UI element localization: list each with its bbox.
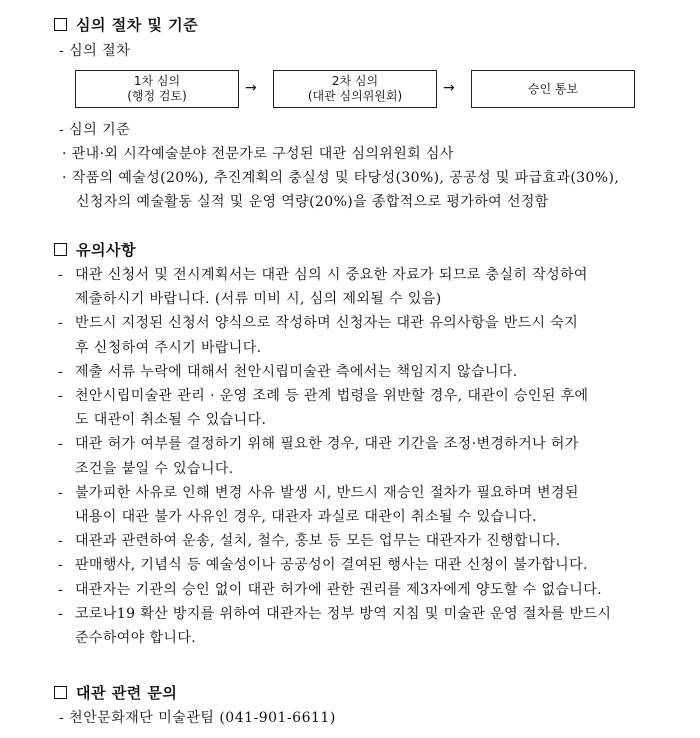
criteria-item: · 관내·외 시각예술분야 전문가로 구성된 대관 심의위원회 심사 bbox=[62, 146, 454, 162]
flow-step-1-line1: 1차 심의 bbox=[133, 74, 181, 88]
flow-step-1-line2: (행정 검토) bbox=[127, 89, 187, 103]
section-title-inquiry: 대관 관련 문의 bbox=[54, 682, 177, 703]
checkbox-square-icon bbox=[54, 18, 67, 31]
list-item: - 대관 신청서 및 전시계획서는 대관 심의 시 중요한 자료가 되므로 충실히 작성하여 제출하시기 바랍니다. (서류 미비 시, 심의 제외될 수 있음) bbox=[58, 267, 588, 308]
list-item: - 대관과 관련하여 운송, 설치, 철수, 홍보 등 모든 업무는 대관자가 진행합니다. bbox=[58, 533, 561, 550]
list-item: - 천안시립미술관 관리 · 운영 조례 등 관계 법령을 위반할 경우, 대관이 승인된 후에 도 대관이 취소될 수 있습니다. bbox=[58, 388, 589, 429]
criteria-item-continued: 신청자의 예술활동 실적 및 운영 역량(20%)을 종합적으로 평가하여 선정함 bbox=[76, 194, 549, 210]
list-item: - 대관자는 기관의 승인 없이 대관 허가에 관한 권리를 제3자에게 양도할 수 없습니다. bbox=[58, 581, 602, 598]
checkbox-square-icon bbox=[54, 686, 67, 699]
list-item: - 대관 허가 여부를 결정하기 위해 필요한 경우, 대관 기간을 조정·변경하거나 허가 조건을 붙일 수 있습니다. bbox=[58, 436, 579, 477]
flow-step-2-line1: 2차 심의 bbox=[331, 74, 379, 88]
flow-arrow-icon: → bbox=[443, 80, 455, 96]
checkbox-square-icon bbox=[54, 243, 67, 256]
section-title-review: 심의 절차 및 기준 bbox=[54, 14, 198, 35]
flow-step-1 bbox=[75, 70, 239, 108]
list-item: - 코로나19 확산 방지를 위하여 대관자는 정부 방역 지침 및 미술관 운영 절차를 반드시 준수하여야 합니다. bbox=[58, 605, 612, 647]
flow-arrow-icon: → bbox=[245, 80, 257, 96]
criteria-item: · 작품의 예술성(20%), 추진계획의 충실성 및 타당성(30%), 공공성 및 파급효과(30%), bbox=[62, 170, 620, 186]
list-item: - 제출 서류 누락에 대해서 천안시립미술관 측에서는 책임지지 않습니다. bbox=[58, 363, 518, 380]
flow-step-2 bbox=[273, 70, 437, 108]
list-item: - 판매행사, 기념식 등 예술성이나 공공성이 결여된 행사는 대관 신청이 불가합니다. bbox=[58, 557, 588, 574]
flow-step-3 bbox=[471, 70, 635, 108]
flow-step-3-line1: 승인 통보 bbox=[527, 81, 579, 96]
contact-info: - 천안문화재단 미술관팀 (041-901-6611) bbox=[59, 710, 336, 726]
criteria-label: - 심의 기준 bbox=[59, 122, 131, 138]
list-item: - 불가피한 사유로 인해 변경 사유 발생 시, 반드시 재승인 절차가 필요하며 변경된 내용이 대관 불가 사유인 경우, 대관자 과실로 대관이 취소될 수 있습니다. bbox=[58, 484, 579, 526]
list-item: - 반드시 지정된 신청서 양식으로 작성하며 신청자는 대관 유의사항을 반드시 숙지 후 신청하여 주시기 바랍니다. bbox=[58, 315, 579, 356]
section-title-notes: 유의사항 bbox=[54, 239, 136, 260]
notes-list bbox=[58, 263, 658, 650]
procedure-label: - 심의 절차 bbox=[59, 43, 131, 59]
flow-step-2-line2: (대관 심의위원회) bbox=[307, 89, 403, 103]
